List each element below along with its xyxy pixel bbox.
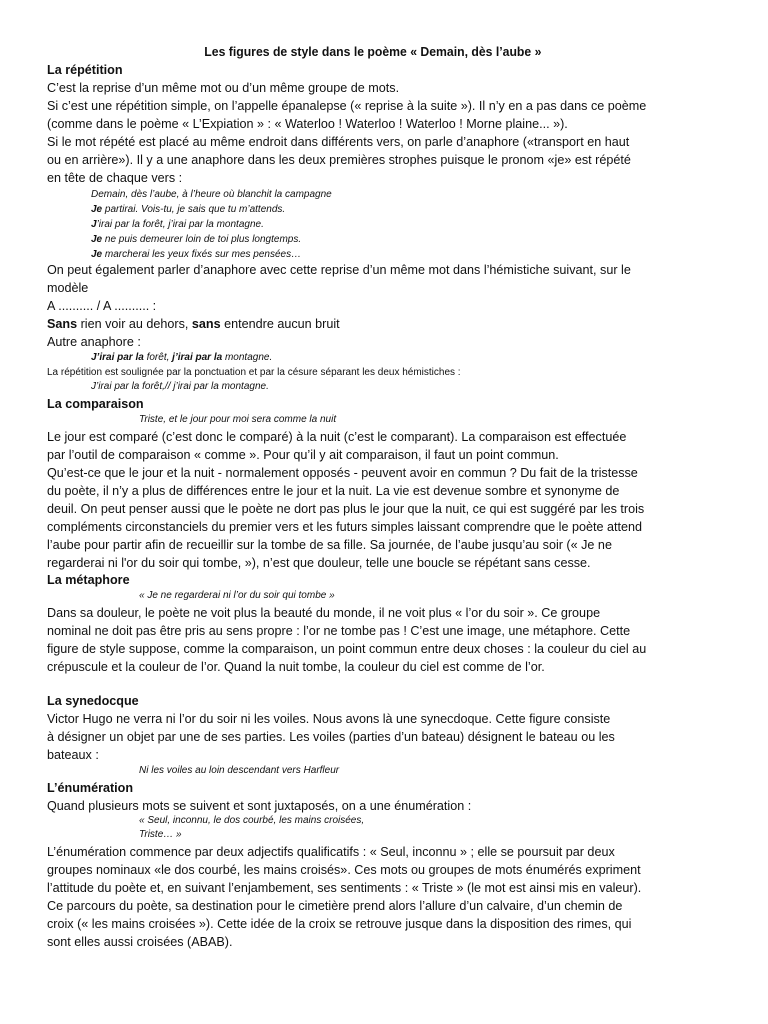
poem-verse: Je partirai. Vois-tu, je sais que tu m’attends. — [91, 204, 286, 215]
paragraph-line: l’aube pour partir afin de recueillir sur la tombe de sa fille. Sa journée, de l’aube jusqu’au soir (« Je ne — [47, 538, 612, 552]
quote-line: Ni les voiles au loin descendant vers Harfleur — [139, 765, 340, 776]
paragraph-line: On peut également parler d’anaphore avec cette reprise d’un même mot dans l’hémistiche suivant, sur le — [47, 263, 631, 277]
section-heading-synedocque: La synedocque — [47, 694, 139, 708]
poem-verse: Je ne puis demeurer loin de toi plus longtemps. — [91, 234, 302, 245]
paragraph-line: Dans sa douleur, le poète ne voit plus la beauté du monde, il ne voit plus « l’or du soir ». Ce groupe — [47, 606, 601, 620]
paragraph-line: C’est la reprise d’un même mot ou d’un même groupe de mots. — [47, 81, 400, 95]
poem-verse: J’irai par la forêt, j’irai par la montagne. — [91, 219, 264, 230]
paragraph-line: regarderai ni l'or du soir qui tombe, »), n’est que douleur, telle une boucle se répétant sans cesse. — [47, 556, 591, 570]
paragraph-line: deuil. On peut penser aussi que le poète ne dort pas plus le jour que la nuit, ce qui est suggéré par les trois — [47, 502, 645, 516]
paragraph-line: figure de style suppose, comme la comparaison, un point commun entre deux choses : la couleur du ciel au — [47, 642, 647, 656]
paragraph-line: groupes nominaux «le dos courbé, les mains croisés». Ces mots ou groupes de mots énumérés expriment — [47, 863, 641, 877]
paragraph-line: Si c’est une répétition simple, on l’appelle épanalepse (« reprise à la suite »). Il n’y en a pas dans ce poème — [47, 99, 647, 113]
poem-verse: J’irai par la forêt,// j’irai par la montagne. — [91, 381, 269, 392]
quote-line: « Je ne regarderai ni l’or du soir qui tombe » — [139, 590, 335, 601]
paragraph-line: nominal ne doit pas être pris au sens propre : l’or ne tombe pas ! C’est une image, une métaphore. Cette — [47, 624, 631, 638]
paragraph-line: Si le mot répété est placé au même endroit dans différents vers, on parle d’anaphore («transport en haut — [47, 135, 630, 149]
paragraph-line: Le jour est comparé (c’est donc le comparé) à la nuit (c’est le comparant). La comparaison est effectuée — [47, 430, 627, 444]
quote-line: Triste, et le jour pour moi sera comme la nuit — [139, 414, 337, 425]
example-line: Sans rien voir au dehors, sans entendre aucun bruit — [47, 317, 340, 331]
paragraph-line: l’attitude du poète et, en suivant l’enjambement, ses sentiments : « Triste » (le mot est ainsi mis en valeur). — [47, 881, 642, 895]
paragraph-line: sont elles aussi croisées (ABAB). — [47, 935, 233, 949]
paragraph-line: en tête de chaque vers : — [47, 171, 183, 185]
paragraph-line: bateaux : — [47, 748, 99, 762]
note-line: La répétition est soulignée par la ponctuation et par la césure séparant les deux hémistiches : — [47, 367, 461, 378]
paragraph-line: Quand plusieurs mots se suivent et sont juxtaposés, on a une énumération : — [47, 799, 472, 813]
quote-line: Triste… » — [139, 829, 182, 840]
section-heading-enumeration: L’énumération — [47, 781, 134, 795]
poem-verse: Demain, dès l’aube, à l’heure où blanchit la campagne — [91, 189, 332, 200]
paragraph-line: crépuscule et la couleur de l’or. Quand la nuit tombe, la couleur du ciel est comme de l’or. — [47, 660, 545, 674]
paragraph-line: (comme dans le poème « L’Expiation » : « Waterloo ! Waterloo ! Waterloo ! Morne plaine... »). — [47, 117, 568, 131]
paragraph-line: croix (« les mains croisées »). Cette idée de la croix se retrouve jusque dans la disposition des rimes, qui — [47, 917, 632, 931]
section-heading-metaphore: La métaphore — [47, 573, 130, 587]
paragraph-line: compléments circonstanciels du premier vers et les futurs simples laissant comprendre que le poète attend — [47, 520, 642, 534]
poem-verse: J’irai par la forêt, j’irai par la montagne. — [91, 352, 273, 363]
paragraph-line: Autre anaphore : — [47, 335, 141, 349]
paragraph-line: par l’outil de comparaison « comme ». Pour qu’il y ait comparaison, il faut un point commun. — [47, 448, 559, 462]
section-heading-comparaison: La comparaison — [47, 397, 144, 411]
poem-verse: Je marcherai les yeux fixés sur mes pensées… — [91, 249, 302, 260]
paragraph-line: ou en arrière»). Il y a une anaphore dans les deux premières strophes puisque le pronom «je» est répété — [47, 153, 631, 167]
model-line: A .......... / A .......... : — [47, 299, 157, 313]
paragraph-line: L’énumération commence par deux adjectifs qualificatifs : « Seul, inconnu » ; elle se poursuit par deux — [47, 845, 615, 859]
paragraph-line: modèle — [47, 281, 89, 295]
page-title: Les figures de style dans le poème « Demain, dès l’aube » — [204, 45, 542, 59]
paragraph-line: du poète, il n’y a plus de différences entre le jour et la nuit. La vie est devenue sombre et synonyme de — [47, 484, 620, 498]
paragraph-line: à désigner un objet par une de ses parties. Les voiles (parties d’un bateau) désignent le bateau ou les — [47, 730, 615, 744]
paragraph-line: Ce parcours du poète, sa destination pour le cimetière prend alors l’allure d’un calvaire, d’un chemin de — [47, 899, 623, 913]
paragraph-line: Victor Hugo ne verra ni l’or du soir ni les voiles. Nous avons là une synecdoque. Cette figure consiste — [47, 712, 611, 726]
quote-line: « Seul, inconnu, le dos courbé, les mains croisées, — [139, 815, 365, 826]
section-heading-repetition: La répétition — [47, 63, 123, 77]
paragraph-line: Qu’est-ce que le jour et la nuit - normalement opposés - peuvent avoir en commun ? Du fait de la tristesse — [47, 466, 638, 480]
